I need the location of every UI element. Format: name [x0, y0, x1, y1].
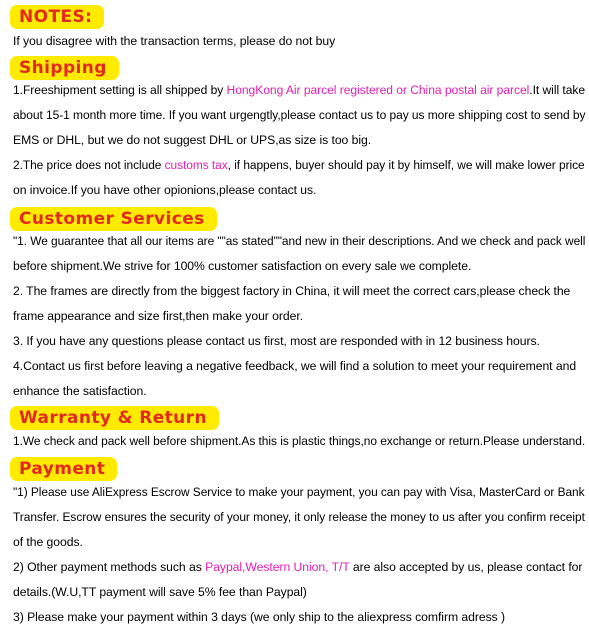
shipping-text: .It will take [529, 83, 586, 97]
payment-methods-highlight: Paypal,Western Union, T/T [205, 560, 350, 574]
customs-tax-highlight: customs tax [164, 158, 228, 172]
customer-services-line-2: before shipment.We strive for 100% customer satisfaction on every sale we complete. [13, 259, 472, 273]
customer-services-line-7: enhance the satisfaction. [13, 384, 147, 398]
payment-text: 2) Other payment methods such as [13, 560, 206, 574]
payment-line-1: "1) Please use AliExpress Escrow Service to make your payment, you can pay with Visa, MasterCard or Bank [13, 485, 585, 499]
customer-services-line-6: 4.Contact us first before leaving a negative feedback, we will find a solution to meet your requirement and [13, 359, 577, 373]
shipping-line-3: EMS or DHL, but we do not suggest DHL or UPS,as size is too big. [13, 133, 372, 147]
payment-text: are also accepted by us, please contact for [349, 560, 583, 574]
customer-services-line-4: frame appearance and size first,then make your order. [13, 309, 304, 323]
payment-line-6: 3) Please make your payment within 3 days (we only ship to the aliexpress comfirm adress ) [13, 610, 506, 624]
shipping-line-2: about 15-1 month more time. If you want urgengtly,please contact us to pay us more shipping cost to send by [13, 108, 586, 122]
payment-line-4 [13, 559, 582, 575]
notes-heading: NOTES: [10, 5, 104, 29]
shipping-line-1 [13, 82, 585, 98]
customer-services-line-1: "1. We guarantee that all our items are ""as stated""and new in their descriptions. And we check and pack well [13, 234, 586, 248]
warranty-heading: Warranty & Return [10, 406, 219, 430]
payment-line-2: Transfer. Escrow ensures the security of your money, it only release the money to us after you confirm receipt [13, 510, 585, 524]
shipping-text: 2.The price does not include [13, 158, 165, 172]
payment-heading: Payment [10, 457, 117, 481]
payment-line-3: of the goods. [13, 535, 83, 549]
shipping-line-5: on invoice.If you have other opionions,please contact us. [13, 183, 317, 197]
notes-line: If you disagree with the transaction terms, please do not buy [13, 34, 336, 48]
shipping-heading: Shipping [10, 56, 119, 80]
shipping-text: , if happens, buyer should pay it by himself, we will make lower price [227, 158, 585, 172]
shipping-method-highlight: HongKong Air parcel registered or China postal air parcel [226, 83, 530, 97]
shipping-text: 1.Freeshipment setting is all shipped by [13, 83, 227, 97]
customer-services-line-5: 3. If you have any questions please contact us first, most are responded with in 12 business hours. [13, 334, 540, 348]
customer-services-line-3: 2. The frames are directly from the biggest factory in China, it will meet the correct cars,please check the [13, 284, 571, 298]
customer-services-heading: Customer Services [10, 207, 217, 231]
shipping-line-4 [13, 157, 585, 173]
warranty-line-1: 1.We check and pack well before shipment.As this is plastic things,no exchange or return.Please understand. [13, 434, 586, 448]
payment-line-5: details.(W.U,TT payment will save 5% fee than Paypal) [13, 585, 307, 599]
